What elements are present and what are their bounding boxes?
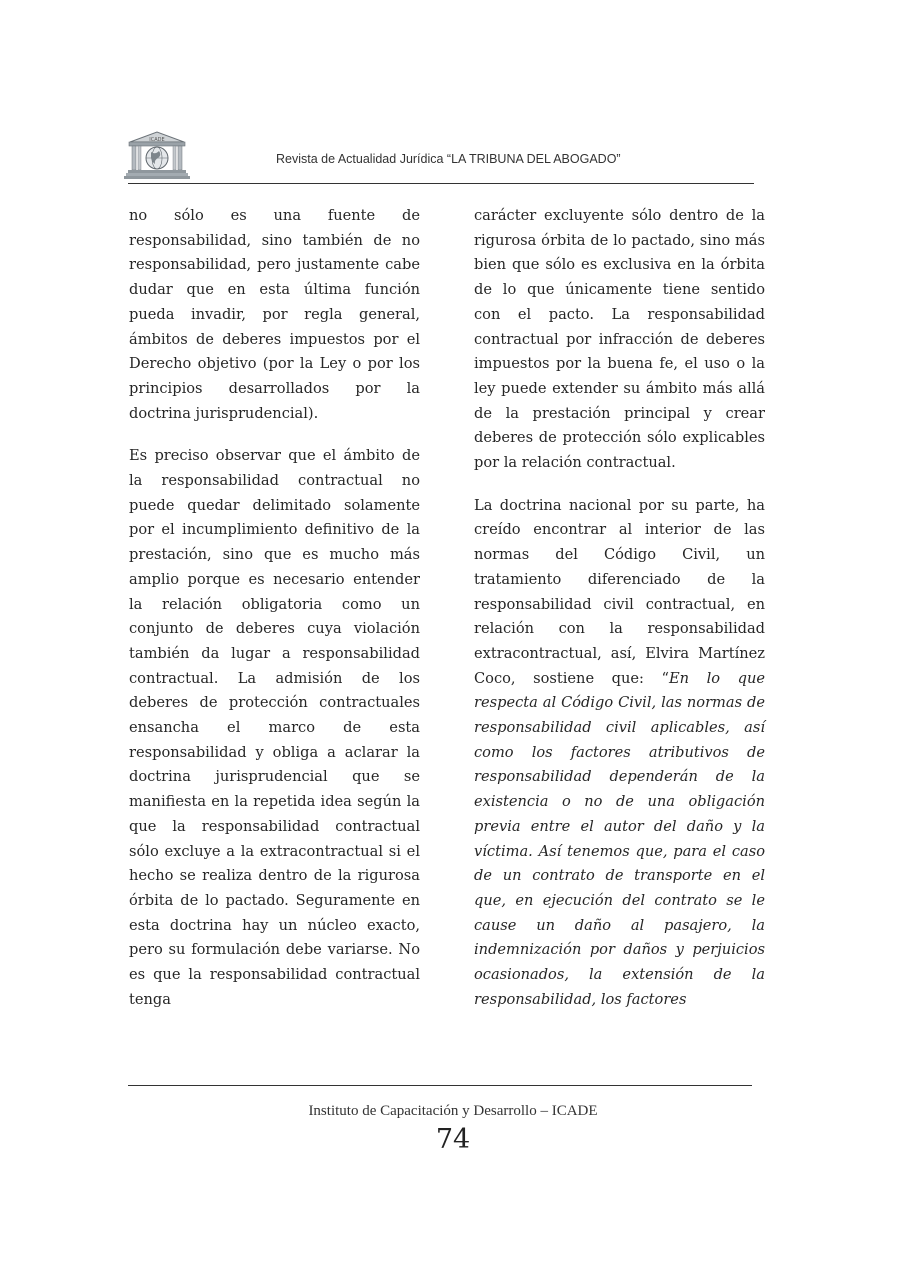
- footer-institution: Instituto de Capacitación y Desarrollo – ICADE: [308, 1103, 598, 1119]
- header-divider: [128, 183, 754, 184]
- footer-divider: [128, 1085, 752, 1086]
- right-paragraph-1: carácter excluyente sólo dentro de la rigurosa órbita de lo pactado, sino más bien que sólo es exclusiva en la órbita de lo que únicamente tiene sentido con el pacto. La responsabilidad contractual por infracción de deberes impuestos por la buena fe, el uso o la ley puede extender su ámbito más allá de la prestación principal y crear deberes de protección sólo explicables por la relación contractual.: [474, 207, 765, 472]
- right-paragraph-2: [474, 494, 765, 1013]
- quote-intro: La doctrina nacional por su parte, ha creído encontrar al interior de las normas del Código Civil, un tratamiento diferenciado de la responsabilidad civil contractual, en relación con la responsabilidad extracontractual, así, Elvira Martínez Coco, sostiene que: “: [474, 496, 765, 687]
- svg-text:ICADE: ICADE: [149, 137, 165, 143]
- right-column: [474, 204, 765, 1031]
- journal-title: Revista de Actualidad Jurídica “LA TRIBUNA DEL ABOGADO”: [276, 152, 621, 166]
- quote-italic: En lo que respecta al Código Civil, las normas de responsabilidad civil aplicables, así como los factores atributivos de responsabilidad dependerán de la existencia o no de una obligación previa entre el autor del daño y la víctima. Así tenemos que, para el caso de un contrato de transporte en el que, en ejecución del contrato se le cause un daño al pasajero, la indemnización por daños y perjuicios ocasionados, la extensión de la responsabilidad, los factores: [474, 669, 765, 1008]
- left-paragraph-1: no sólo es una fuente de responsabilidad, sino también de no responsabilidad, pero justamente cabe dudar que en esta última función pueda invadir, por regla general, ámbitos de deberes impuestos por el Derecho objetivo (por la Ley o por los principios desarrollados por la doctrina jurisprudencial).: [129, 207, 420, 422]
- left-column: [129, 204, 420, 1031]
- icade-logo-icon: [124, 130, 190, 180]
- page-number: 74: [435, 1124, 471, 1155]
- left-paragraph-2: Es preciso observar que el ámbito de la responsabilidad contractual no puede quedar delimitado solamente por el incumplimiento definitivo de la prestación, sino que es mucho más amplio porque es necesario entender la relación obligatoria como un conjunto de deberes cuya violación también da lugar a responsabilidad contractual. La admisión de los deberes de protección contractuales ensancha el marco de esta responsabilidad y obliga a aclarar la doctrina jurisprudencial que se manifiesta en la repetida idea según la que la responsabilidad contractual sólo excluye a la extracontractual si el hecho se realiza dentro de la rigurosa órbita de lo pactado. Seguramente en esta doctrina hay un núcleo exacto, pero su formulación debe variarse. No es que la responsabilidad contractual tenga: [129, 447, 420, 1008]
